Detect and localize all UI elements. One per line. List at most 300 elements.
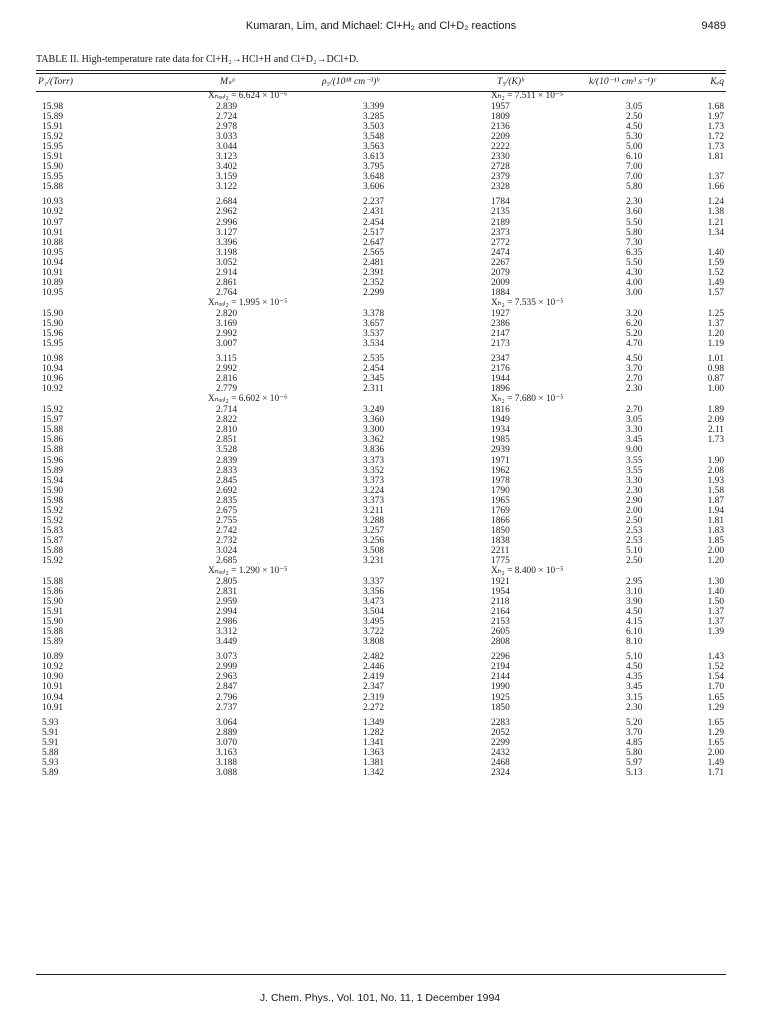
cell-density: 3.495 — [363, 617, 385, 628]
cell-temperature: 1944 — [491, 374, 510, 385]
cell-mach: 2.764 — [216, 287, 238, 298]
table-row — [36, 617, 726, 627]
table-row — [36, 486, 726, 496]
cell-keq: 2.00 — [707, 545, 724, 556]
cell-pressure: 10.91 — [42, 702, 64, 713]
cell-pressure: 10.92 — [42, 662, 64, 673]
cell-temperature: 1769 — [491, 505, 510, 516]
cell-temperature: 2079 — [491, 267, 510, 278]
cell-rate-constant: 2.50 — [626, 112, 643, 123]
table-header-row — [36, 74, 726, 91]
cell-pressure: 15.90 — [42, 318, 64, 329]
cell-keq: 1.58 — [707, 485, 724, 496]
cell-density: 2.237 — [363, 197, 385, 208]
table-row — [36, 162, 726, 172]
cell-density: 3.836 — [363, 445, 385, 456]
cell-keq: 1.20 — [707, 555, 724, 566]
cell-mach: 3.073 — [216, 652, 238, 663]
cell-rate-constant: 4.85 — [626, 737, 643, 748]
cell-temperature: 2324 — [491, 767, 510, 778]
cell-mach: 3.044 — [216, 142, 238, 153]
cell-pressure: 10.94 — [42, 257, 64, 268]
cell-pressure: 15.90 — [42, 617, 64, 628]
cell-mach: 2.959 — [216, 597, 238, 608]
cell-keq: 1.37 — [707, 318, 724, 329]
cell-density: 3.808 — [363, 637, 385, 648]
cell-pressure: 15.90 — [42, 162, 64, 173]
cell-mach: 2.999 — [216, 662, 238, 673]
cell-keq: 1.81 — [707, 152, 724, 163]
cell-keq: 1.73 — [707, 435, 724, 446]
cell-rate-constant: 4.00 — [626, 277, 643, 288]
table-bottom-rule — [36, 974, 726, 975]
cocl2-mole-fraction: Xₙₒₒₗ₂ = 1.290 × 10⁻⁵ — [208, 566, 288, 577]
cell-density: 2.535 — [363, 354, 385, 365]
cell-keq: 2.08 — [707, 465, 724, 476]
mole-fraction-row — [36, 91, 726, 102]
cell-mach: 2.684 — [216, 197, 238, 208]
cell-pressure: 15.95 — [42, 339, 64, 350]
page-number: 9489 — [701, 20, 726, 32]
cell-temperature: 2176 — [491, 364, 510, 375]
cell-keq — [687, 445, 726, 455]
cell-temperature: 2136 — [491, 122, 510, 133]
cell-keq: 1.20 — [707, 328, 724, 339]
table-row — [36, 112, 726, 122]
cell-keq: 1.39 — [707, 627, 724, 638]
cell-pressure: 5.91 — [42, 727, 59, 738]
table-row — [36, 703, 726, 713]
table-row — [36, 718, 726, 728]
h2-mole-fraction: Xₕ₂ = 8.400 × 10⁻⁵ — [491, 566, 564, 577]
cell-mach: 3.115 — [216, 354, 237, 365]
cell-keq — [687, 637, 726, 647]
cell-density: 2.319 — [363, 692, 385, 703]
cell-density: 2.419 — [363, 672, 385, 683]
table-row — [36, 122, 726, 132]
cell-keq: 2.00 — [707, 747, 724, 758]
table-row — [36, 627, 726, 637]
cell-mach: 3.188 — [216, 757, 238, 768]
cell-temperature: 1927 — [491, 308, 510, 319]
table-row — [36, 556, 726, 566]
cell-density: 2.481 — [363, 257, 385, 268]
cell-pressure: 10.90 — [42, 672, 64, 683]
cell-pressure: 5.93 — [42, 717, 59, 728]
cell-rate-constant: 5.50 — [626, 217, 643, 228]
table-row — [36, 238, 726, 248]
cell-rate-constant: 2.70 — [626, 405, 643, 416]
cell-mach: 2.831 — [216, 587, 238, 598]
cell-temperature: 2347 — [491, 354, 510, 365]
table-row — [36, 597, 726, 607]
cell-density: 3.399 — [363, 102, 385, 112]
table-row — [36, 546, 726, 556]
cell-pressure: 10.91 — [42, 267, 64, 278]
cell-temperature: 2379 — [491, 172, 510, 183]
cell-pressure: 10.92 — [42, 207, 64, 218]
cell-keq: 1.70 — [707, 682, 724, 693]
col-header-rate-constant: k/(10⁻¹¹ cm³ s⁻¹)ᶜ — [589, 76, 656, 88]
cell-pressure: 15.86 — [42, 435, 64, 446]
cell-mach: 2.685 — [216, 555, 238, 566]
table-row — [36, 456, 726, 466]
table-row — [36, 607, 726, 617]
cell-pressure: 10.89 — [42, 652, 64, 663]
cell-rate-constant: 4.15 — [626, 617, 643, 628]
cell-keq: 1.71 — [707, 767, 724, 778]
col-header-pressure: P₁/(Torr) — [38, 76, 73, 88]
cell-mach: 3.159 — [216, 172, 238, 183]
table-row — [36, 405, 726, 415]
cell-pressure: 15.98 — [42, 495, 64, 506]
cell-rate-constant: 5.20 — [626, 328, 643, 339]
cell-mach: 3.064 — [216, 717, 238, 728]
cell-keq: 1.49 — [707, 757, 724, 768]
cell-mach: 3.122 — [216, 182, 238, 193]
cell-density: 3.504 — [363, 607, 385, 618]
table-row — [36, 466, 726, 476]
cell-pressure: 15.95 — [42, 172, 64, 183]
cell-density: 3.378 — [363, 308, 385, 319]
cell-pressure: 10.96 — [42, 374, 64, 385]
cell-density: 2.352 — [363, 277, 385, 288]
cell-mach: 3.070 — [216, 737, 238, 748]
cell-temperature: 2267 — [491, 257, 510, 268]
mole-fraction-row — [36, 566, 726, 577]
running-header — [36, 20, 726, 36]
cell-mach: 2.889 — [216, 727, 238, 738]
cell-rate-constant: 4.50 — [626, 607, 643, 618]
cell-pressure: 10.88 — [42, 237, 64, 248]
cell-mach: 3.127 — [216, 227, 238, 238]
table-row — [36, 662, 726, 672]
cell-density: 3.373 — [363, 455, 385, 466]
cell-keq: 1.43 — [707, 652, 724, 663]
cell-pressure: 15.89 — [42, 465, 64, 476]
cell-pressure: 15.88 — [42, 577, 64, 588]
table-row — [36, 516, 726, 526]
cell-keq: 1.49 — [707, 277, 724, 288]
cell-mach: 3.396 — [216, 237, 238, 248]
cell-mach: 2.732 — [216, 535, 238, 546]
cell-keq: 1.37 — [707, 607, 724, 618]
cell-pressure: 10.91 — [42, 227, 64, 238]
cell-temperature: 2135 — [491, 207, 510, 218]
empty-cell — [36, 566, 116, 577]
cell-rate-constant: 5.00 — [626, 142, 643, 153]
table-row — [36, 672, 726, 682]
cell-temperature: 2194 — [491, 662, 510, 673]
cell-density: 2.565 — [363, 247, 385, 258]
table-row — [36, 682, 726, 692]
cell-density: 2.446 — [363, 662, 385, 673]
cell-mach: 3.198 — [216, 247, 238, 258]
cell-rate-constant: 3.30 — [626, 475, 643, 486]
cell-mach: 2.839 — [216, 455, 238, 466]
cell-mach: 3.123 — [216, 152, 238, 163]
table-row — [36, 587, 726, 597]
cell-pressure: 15.90 — [42, 485, 64, 496]
cocl2-mole-fraction: Xₙₒₒₗ₂ = 6.602 × 10⁻⁶ — [208, 394, 288, 405]
h2-mole-fraction: Xₕ₂ = 7.535 × 10⁻⁵ — [491, 297, 564, 308]
cell-pressure: 5.88 — [42, 747, 59, 758]
cell-density: 3.795 — [363, 162, 385, 173]
cell-rate-constant: 3.70 — [626, 364, 643, 375]
cell-density: 3.563 — [363, 142, 385, 153]
cell-density: 1.341 — [363, 737, 385, 748]
cell-pressure: 10.93 — [42, 197, 64, 208]
cell-mach: 2.675 — [216, 505, 238, 516]
cell-pressure: 10.95 — [42, 287, 64, 298]
cell-pressure: 15.89 — [42, 112, 64, 123]
cell-density: 3.231 — [363, 555, 385, 566]
col-header-keq: Kₑq — [710, 76, 724, 88]
cell-temperature: 1884 — [491, 287, 510, 298]
cell-pressure: 15.94 — [42, 475, 64, 486]
cell-rate-constant: 4.50 — [626, 122, 643, 133]
cell-mach: 2.692 — [216, 485, 238, 496]
cell-temperature: 1971 — [491, 455, 510, 466]
col-header-mach: Mₛᵃ — [220, 76, 236, 88]
cell-rate-constant: 2.00 — [626, 505, 643, 516]
cell-pressure: 5.91 — [42, 737, 59, 748]
table-row — [36, 248, 726, 258]
cell-density: 3.657 — [363, 318, 385, 329]
cell-temperature: 1866 — [491, 515, 510, 526]
cell-rate-constant: 3.05 — [626, 102, 643, 112]
cell-rate-constant: 3.70 — [626, 727, 643, 738]
cell-temperature: 1957 — [491, 102, 510, 112]
cell-pressure: 15.90 — [42, 308, 64, 319]
table-row — [36, 329, 726, 339]
cell-mach: 3.169 — [216, 318, 238, 329]
cell-keq: 1.73 — [707, 142, 724, 153]
cell-mach: 3.163 — [216, 747, 238, 758]
table-row — [36, 228, 726, 238]
cell-temperature: 1925 — [491, 692, 510, 703]
cell-density: 3.648 — [363, 172, 385, 183]
table-row — [36, 268, 726, 278]
cell-density: 3.224 — [363, 485, 385, 496]
cell-rate-constant: 4.50 — [626, 354, 643, 365]
cell-rate-constant: 3.15 — [626, 692, 643, 703]
cell-mach: 2.820 — [216, 308, 238, 319]
cell-pressure: 15.95 — [42, 142, 64, 153]
cell-temperature: 2808 — [491, 637, 510, 648]
cell-mach: 3.024 — [216, 545, 238, 556]
cell-temperature: 1978 — [491, 475, 510, 486]
cell-temperature: 2299 — [491, 737, 510, 748]
cell-rate-constant: 7.00 — [626, 162, 643, 173]
cell-keq: 2.11 — [707, 425, 724, 436]
cell-rate-constant: 5.80 — [626, 182, 643, 193]
cell-keq: 1.59 — [707, 257, 724, 268]
cell-rate-constant: 6.10 — [626, 627, 643, 638]
cell-rate-constant: 5.30 — [626, 132, 643, 143]
cell-keq: 1.94 — [707, 505, 724, 516]
cell-keq: 1.65 — [707, 737, 724, 748]
mole-fraction-row — [36, 298, 726, 309]
cell-temperature: 2209 — [491, 132, 510, 143]
cell-rate-constant: 5.50 — [626, 257, 643, 268]
cell-pressure: 15.88 — [42, 545, 64, 556]
cell-mach: 2.810 — [216, 425, 238, 436]
cell-rate-constant: 6.20 — [626, 318, 643, 329]
cell-keq: 1.00 — [707, 384, 724, 395]
cell-density: 3.337 — [363, 577, 385, 588]
cell-rate-constant: 5.20 — [626, 717, 643, 728]
cell-temperature: 2373 — [491, 227, 510, 238]
cell-pressure: 15.88 — [42, 425, 64, 436]
cell-rate-constant: 2.90 — [626, 495, 643, 506]
cell-density: 3.508 — [363, 545, 385, 556]
cell-rate-constant: 4.35 — [626, 672, 643, 683]
cell-rate-constant: 7.00 — [626, 172, 643, 183]
table-row — [36, 506, 726, 516]
cell-pressure: 5.89 — [42, 767, 59, 778]
cell-keq: 1.85 — [707, 535, 724, 546]
table-row — [36, 693, 726, 703]
col-header-density: ρ₅/(10¹⁸ cm⁻³)ᵇ — [322, 76, 379, 88]
cell-mach: 2.992 — [216, 364, 238, 375]
cell-mach: 3.052 — [216, 257, 238, 268]
cell-temperature: 1775 — [491, 555, 510, 566]
cell-temperature: 2222 — [491, 142, 510, 153]
empty-cell — [36, 394, 116, 405]
empty-cell — [36, 91, 116, 102]
cell-temperature: 1896 — [491, 384, 510, 395]
cell-rate-constant: 6.10 — [626, 152, 643, 163]
cell-pressure: 10.98 — [42, 354, 64, 365]
cell-rate-constant: 3.55 — [626, 465, 643, 476]
table-row — [36, 496, 726, 506]
rate-data-table — [36, 74, 726, 778]
cell-density: 2.311 — [363, 384, 384, 395]
cell-keq: 1.24 — [707, 197, 724, 208]
cell-pressure: 15.88 — [42, 627, 64, 638]
cell-pressure: 10.94 — [42, 364, 64, 375]
cell-pressure: 15.96 — [42, 328, 64, 339]
cell-density: 3.473 — [363, 597, 385, 608]
cell-rate-constant: 2.50 — [626, 515, 643, 526]
cell-pressure: 15.92 — [42, 515, 64, 526]
table-row — [36, 768, 726, 778]
cell-mach: 3.033 — [216, 132, 238, 143]
h2-mole-fraction: Xₕ₂ = 7.511 × 10⁻⁵ — [491, 91, 564, 101]
cell-pressure: 15.88 — [42, 182, 64, 193]
cell-pressure: 10.91 — [42, 682, 64, 693]
table-row — [36, 339, 726, 349]
cell-pressure: 10.95 — [42, 247, 64, 258]
cell-density: 3.211 — [363, 505, 384, 516]
cell-temperature: 2164 — [491, 607, 510, 618]
cell-rate-constant: 4.70 — [626, 339, 643, 350]
cell-mach: 2.978 — [216, 122, 238, 133]
cell-density: 2.299 — [363, 287, 385, 298]
table-row — [36, 445, 726, 455]
cell-temperature: 1954 — [491, 587, 510, 598]
table-row — [36, 748, 726, 758]
cell-mach: 2.963 — [216, 672, 238, 683]
cell-keq: 1.19 — [707, 339, 724, 350]
cell-rate-constant: 9.00 — [626, 445, 643, 456]
cell-rate-constant: 8.10 — [626, 637, 643, 648]
cell-temperature: 2939 — [491, 445, 510, 456]
cell-rate-constant: 2.50 — [626, 555, 643, 566]
cell-pressure: 15.97 — [42, 415, 64, 426]
cell-mach: 3.007 — [216, 339, 238, 350]
cell-mach: 2.833 — [216, 465, 238, 476]
cell-keq: 1.34 — [707, 227, 724, 238]
cell-keq: 1.81 — [707, 515, 724, 526]
cell-keq: 1.87 — [707, 495, 724, 506]
cell-density: 3.288 — [363, 515, 385, 526]
cell-pressure: 15.91 — [42, 152, 64, 163]
cell-keq: 1.68 — [707, 102, 724, 112]
cell-rate-constant: 5.80 — [626, 747, 643, 758]
cell-mach: 2.714 — [216, 405, 238, 416]
cell-density: 3.548 — [363, 132, 385, 143]
journal-citation: J. Chem. Phys., Vol. 101, No. 11, 1 December 1994 — [259, 992, 501, 1004]
cell-temperature: 1850 — [491, 702, 510, 713]
table-row — [36, 728, 726, 738]
table-row — [36, 218, 726, 228]
cell-mach: 2.962 — [216, 207, 238, 218]
cell-temperature: 1816 — [491, 405, 510, 416]
table-row — [36, 152, 726, 162]
cell-keq: 1.40 — [707, 247, 724, 258]
cell-keq: 1.54 — [707, 672, 724, 683]
cell-keq: 1.30 — [707, 577, 724, 588]
cell-temperature: 2147 — [491, 328, 510, 339]
cell-pressure: 15.87 — [42, 535, 64, 546]
cell-pressure: 10.97 — [42, 217, 64, 228]
cell-density: 1.363 — [363, 747, 385, 758]
table-row — [36, 526, 726, 536]
col-header-temperature: T₅/(K)ᵇ — [497, 76, 524, 88]
cell-density: 2.454 — [363, 217, 385, 228]
cell-rate-constant: 5.80 — [626, 227, 643, 238]
cell-temperature: 1934 — [491, 425, 510, 436]
cell-temperature: 2605 — [491, 627, 510, 638]
table-row — [36, 197, 726, 207]
cell-temperature: 1985 — [491, 435, 510, 446]
table-row — [36, 258, 726, 268]
cell-rate-constant: 3.05 — [626, 415, 643, 426]
cell-temperature: 1790 — [491, 485, 510, 496]
table-row — [36, 637, 726, 647]
cell-rate-constant: 3.30 — [626, 425, 643, 436]
cell-density: 2.345 — [363, 374, 385, 385]
cell-temperature: 2296 — [491, 652, 510, 663]
cell-rate-constant: 2.30 — [626, 197, 643, 208]
cell-mach: 3.088 — [216, 767, 238, 778]
cell-keq: 1.37 — [707, 617, 724, 628]
cell-pressure: 15.98 — [42, 102, 64, 112]
cell-pressure: 15.92 — [42, 555, 64, 566]
cell-temperature: 2728 — [491, 162, 510, 173]
cell-pressure: 15.86 — [42, 587, 64, 598]
cell-rate-constant: 7.30 — [626, 237, 643, 248]
table-row — [36, 142, 726, 152]
cell-density: 1.381 — [363, 757, 385, 768]
cell-density: 1.342 — [363, 767, 385, 778]
cell-temperature: 2211 — [491, 545, 510, 556]
cell-pressure: 15.92 — [42, 405, 64, 416]
empty-cell — [36, 298, 116, 309]
cell-mach: 2.986 — [216, 617, 238, 628]
